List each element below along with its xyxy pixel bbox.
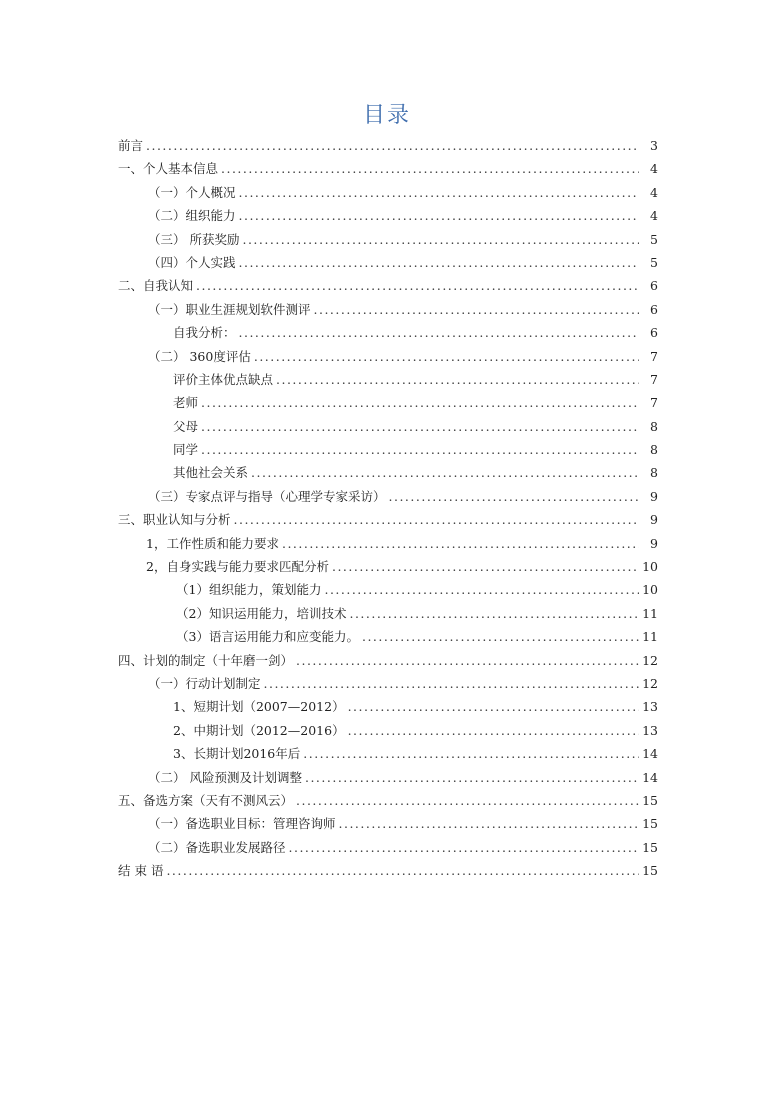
toc-entry-label: （一）个人概况 [148, 184, 236, 200]
toc-entry-label: （一）行动计划制定 [148, 675, 261, 691]
toc-entry[interactable] [118, 157, 658, 180]
toc-entry-label: 三、职业认知与分析 [118, 512, 231, 528]
toc-entry-page: 15 [642, 863, 658, 879]
toc-entry[interactable] [118, 578, 658, 601]
toc-dot-leader [234, 508, 639, 531]
toc-entry-page: 8 [650, 442, 658, 458]
toc-entry-page: 9 [650, 535, 658, 551]
toc-entry-label: 2，自身实践与能力要求匹配分析 [146, 559, 329, 575]
toc-entry[interactable] [118, 415, 658, 438]
toc-entry-label: 1、短期计划（2007—2012） [173, 699, 345, 715]
toc-entry[interactable] [118, 625, 658, 648]
toc-entry-label: 五、备选方案（天有不测风云） [118, 792, 294, 808]
toc-dot-leader [348, 719, 639, 742]
toc-entry-page: 4 [650, 184, 658, 200]
toc-dot-leader [332, 555, 639, 578]
toc-dot-leader [254, 345, 639, 368]
toc-entry-label: （3）语言运用能力和应变能力。 [176, 629, 359, 645]
toc-entry[interactable] [118, 602, 658, 625]
toc-entry-label: （一）备选职业目标：管理咨询师 [148, 816, 336, 832]
toc-dot-leader [362, 625, 639, 648]
toc-entry-label: 四、计划的制定（十年磨一剑） [118, 652, 294, 668]
toc-dot-leader [282, 532, 639, 555]
toc-entry-page: 14 [642, 746, 658, 762]
toc-entry[interactable] [118, 836, 658, 859]
toc-entry-label: （一）职业生涯规划软件测评 [148, 301, 311, 317]
toc-entry-page: 15 [642, 816, 658, 832]
toc-entry[interactable] [118, 672, 658, 695]
toc-dot-leader [264, 672, 639, 695]
toc-dot-leader [201, 415, 639, 438]
toc-entry-label: 老师 [173, 395, 199, 411]
toc-entry-label: （1）组织能力，策划能力 [176, 582, 322, 598]
toc-entry-label: 评价主体优点缺点 [173, 371, 274, 387]
toc-dot-leader [389, 485, 639, 508]
toc-entry-page: 8 [650, 465, 658, 481]
toc-entry-label: 其他社会关系 [173, 465, 249, 481]
toc-dot-leader [349, 602, 639, 625]
toc-entry-page: 11 [642, 629, 658, 645]
toc-entry-page: 4 [650, 161, 658, 177]
toc-entry-label: 自我分析： [173, 325, 236, 341]
toc-dot-leader [289, 836, 639, 859]
toc-entry-page: 6 [650, 325, 658, 341]
toc-entry-page: 7 [650, 395, 658, 411]
toc-dot-leader [296, 789, 639, 812]
toc-entry[interactable] [118, 555, 658, 578]
toc-title: 目录 [362, 103, 411, 128]
toc-dot-leader [239, 321, 639, 344]
toc-dot-leader [239, 204, 639, 227]
toc-entry[interactable] [118, 298, 658, 321]
toc-entry[interactable] [118, 181, 658, 204]
toc-dot-leader [221, 157, 639, 180]
toc-dot-leader [296, 649, 639, 672]
toc-dot-leader [324, 578, 639, 601]
toc-dot-leader [276, 368, 639, 391]
toc-entry[interactable] [118, 391, 658, 414]
toc-entry-label: 3、长期计划2016年后 [173, 746, 301, 762]
toc-entry[interactable] [118, 508, 658, 531]
toc-entry-page: 12 [642, 675, 658, 691]
toc-entry-label: 父母 [173, 418, 199, 434]
toc-entry-label: （二） 360度评估 [148, 348, 251, 364]
toc-entry-label: （三） 所获奖励 [148, 231, 240, 247]
toc-entry[interactable] [118, 438, 658, 461]
toc-entry-label: （二）备选职业发展路径 [148, 839, 286, 855]
toc-dot-leader [303, 742, 639, 765]
toc-entry[interactable] [118, 368, 658, 391]
toc-entry[interactable] [118, 532, 658, 555]
toc-entry[interactable] [118, 251, 658, 274]
toc-entry-page: 4 [650, 208, 658, 224]
toc-entry-page: 7 [650, 371, 658, 387]
toc-entry-page: 6 [650, 301, 658, 317]
toc-entry-label: （四）个人实践 [148, 254, 236, 270]
toc-dot-leader [201, 438, 639, 461]
toc-dot-leader [242, 228, 639, 251]
toc-entry[interactable] [118, 812, 658, 835]
toc-entry-label: 二、自我认知 [118, 278, 194, 294]
toc-entry[interactable] [118, 274, 658, 297]
toc-entry-page: 6 [650, 278, 658, 294]
toc-entry-page: 13 [642, 699, 658, 715]
toc-dot-leader [314, 298, 639, 321]
toc-entry-page: 10 [642, 559, 658, 575]
toc-entry-label: 1，工作性质和能力要求 [146, 535, 279, 551]
toc-dot-leader [196, 274, 639, 297]
toc-entry[interactable] [118, 345, 658, 368]
toc-entry-page: 5 [650, 254, 658, 270]
toc-entry-label: （二）组织能力 [148, 208, 236, 224]
toc-entry-page: 3 [650, 138, 658, 153]
toc-entry-page: 11 [642, 605, 658, 621]
toc-dot-leader [339, 812, 639, 835]
toc-dot-leader [239, 181, 639, 204]
toc-entry-page: 9 [650, 488, 658, 504]
toc-entry-label: 结 束 语 [118, 863, 164, 879]
toc-entry[interactable] [118, 321, 658, 344]
toc-entry[interactable] [118, 228, 658, 251]
toc-entry[interactable] [118, 204, 658, 227]
toc-dot-leader [251, 461, 639, 484]
toc-entry-label: （二） 风险预测及计划调整 [148, 769, 302, 785]
toc-entry[interactable] [118, 695, 658, 718]
toc-dot-leader [146, 134, 639, 157]
toc-entry-page: 12 [642, 652, 658, 668]
toc-dot-leader [305, 766, 639, 789]
toc-entry[interactable] [118, 766, 658, 789]
toc-dot-leader [348, 695, 639, 718]
toc-entry[interactable] [118, 859, 658, 882]
toc-entry[interactable] [118, 719, 658, 742]
toc-entry[interactable] [118, 789, 658, 812]
toc-entry-label: 2、中期计划（2012—2016） [173, 722, 345, 738]
toc-entry[interactable] [118, 485, 658, 508]
toc-dot-leader [166, 859, 639, 882]
toc-entry-page: 5 [650, 231, 658, 247]
toc-entry-label: 一、个人基本信息 [118, 161, 219, 177]
toc-entry-page: 9 [650, 512, 658, 528]
toc-dot-leader [201, 391, 639, 414]
toc-entry-label: （三）专家点评与指导（心理学专家采访） [148, 488, 386, 504]
toc-entry[interactable] [118, 649, 658, 672]
toc-entry-label: 同学 [173, 442, 199, 458]
toc-entry-page: 13 [642, 722, 658, 738]
toc-entry-page: 15 [642, 792, 658, 808]
toc-entry-page: 14 [642, 769, 658, 785]
toc-dot-leader [239, 251, 639, 274]
toc-entry-page: 8 [650, 418, 658, 434]
toc-entry[interactable] [118, 461, 658, 484]
toc-entry-label: （2）知识运用能力，培训技术 [176, 605, 347, 621]
toc-entry[interactable] [118, 134, 658, 157]
toc-entry-page: 15 [642, 839, 658, 855]
toc-entry-label: 前言 [118, 138, 144, 153]
toc-entry-page: 7 [650, 348, 658, 364]
toc-entry-page: 10 [642, 582, 658, 598]
table-of-contents [118, 134, 658, 883]
toc-entry[interactable] [118, 742, 658, 765]
